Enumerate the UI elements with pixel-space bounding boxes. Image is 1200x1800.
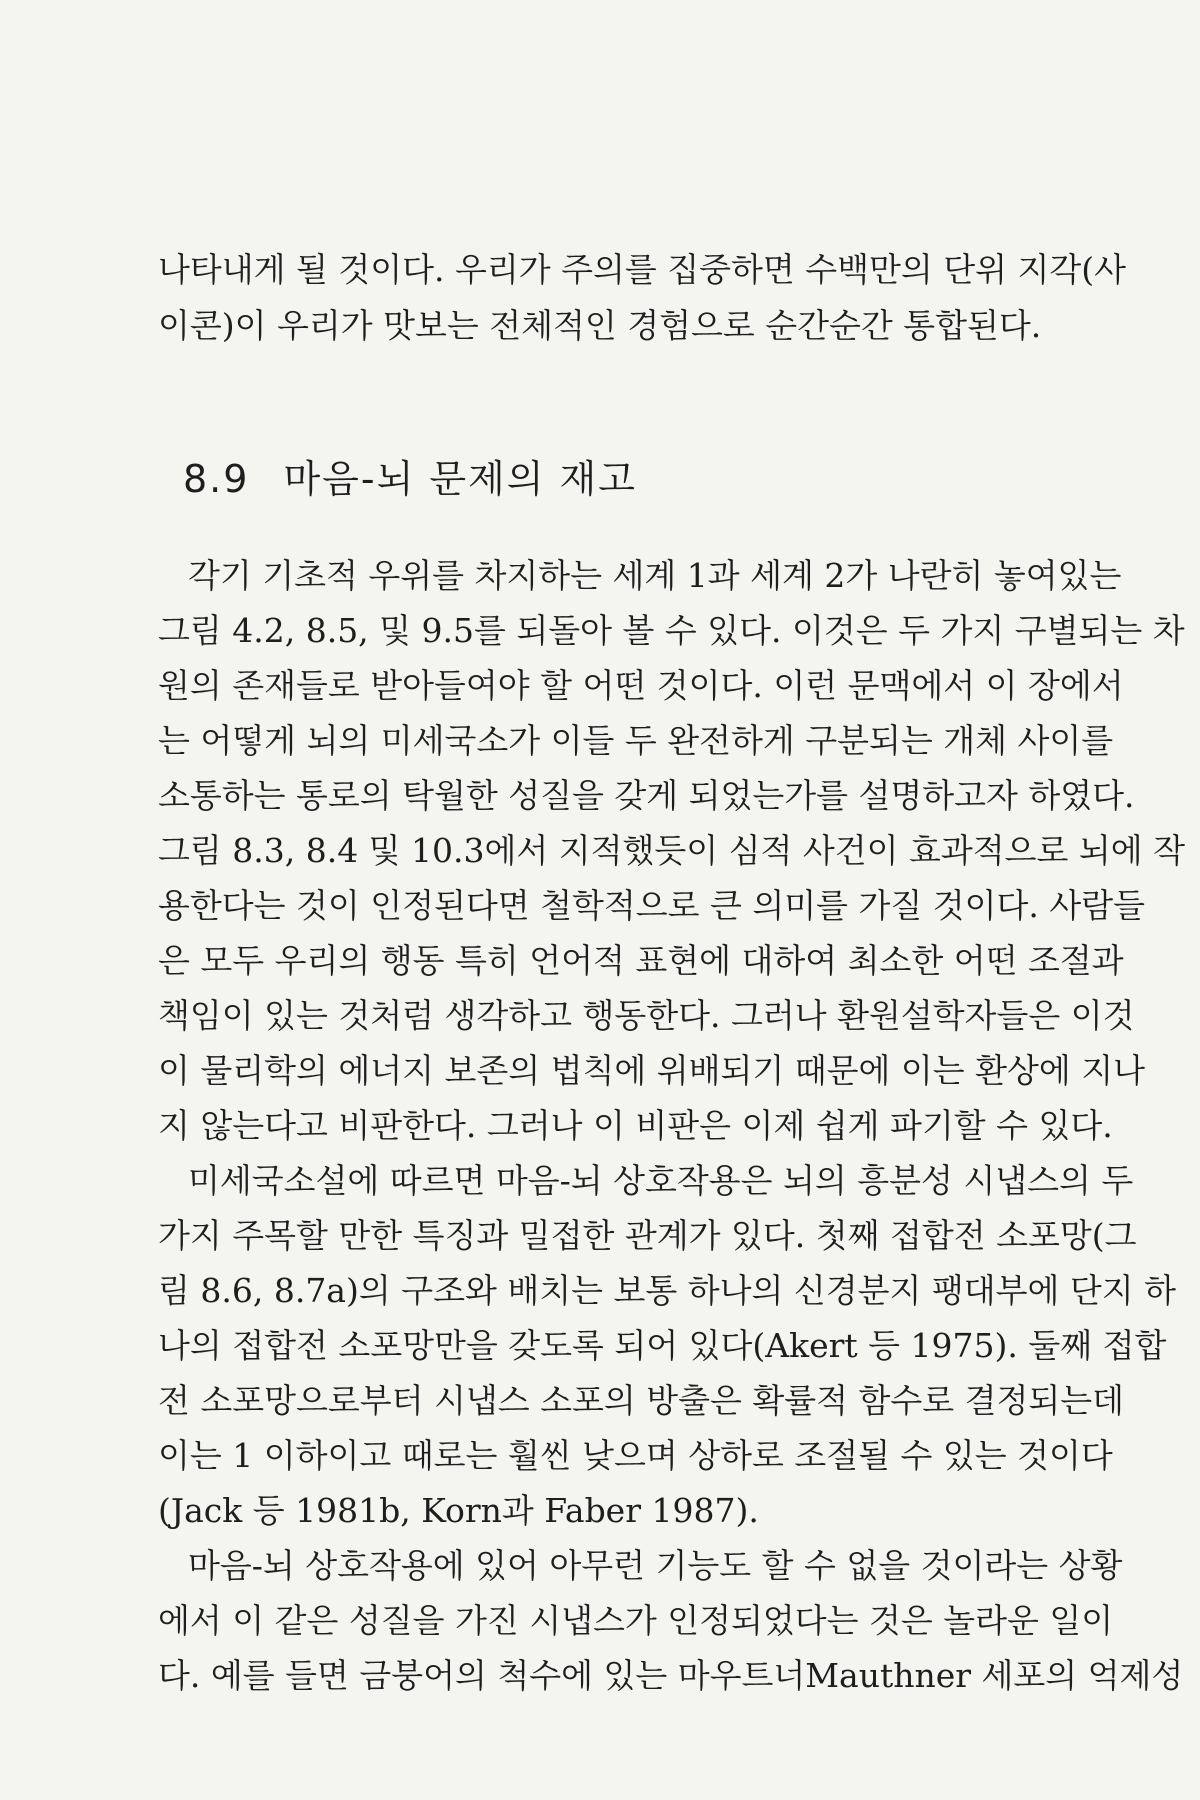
text-line: 원의 존재들로 받아들여야 할 어떤 것이다. 이런 문맥에서 이 장에서	[158, 666, 1124, 705]
section-number: 8.9	[183, 457, 250, 501]
text-line: 지 않는다고 비판한다. 그러나 이 비판은 이제 쉽게 파기할 수 있다.	[158, 1106, 1113, 1145]
text-line: 그림 4.2, 8.5, 및 9.5를 되돌아 볼 수 있다. 이것은 두 가지 구별되는 차	[158, 611, 1185, 650]
text-line: 용한다는 것이 인정된다면 철학적으로 큰 의미를 가질 것이다. 사람들	[158, 886, 1145, 925]
text-line: 소통하는 통로의 탁월한 성질을 갖게 되었는가를 설명하고자 하였다.	[158, 776, 1135, 815]
section-heading	[183, 455, 637, 503]
text-line: 이콘)이 우리가 맛보는 전체적인 경험으로 순간순간 통합된다.	[158, 306, 1042, 345]
text-line: (Jack 등 1981b, Korn과 Faber 1987).	[158, 1491, 759, 1530]
text-line: 나의 접합전 소포망만을 갖도록 되어 있다(Akert 등 1975). 둘째 접합	[158, 1326, 1167, 1365]
text-line: 림 8.6, 8.7a)의 구조와 배치는 보통 하나의 신경분지 팽대부에 단지 하	[158, 1271, 1176, 1310]
text-line: 가지 주목할 만한 특징과 밀접한 관계가 있다. 첫째 접합전 소포망(그	[158, 1216, 1137, 1255]
text-line: 마음-뇌 상호작용에 있어 아무런 기능도 할 수 없을 것이라는 상황	[188, 1546, 1123, 1585]
text-line: 그림 8.3, 8.4 및 10.3에서 지적했듯이 심적 사건이 효과적으로 뇌에 작	[158, 831, 1186, 870]
section-title: 마음-뇌 문제의 재고	[283, 457, 637, 501]
text-line: 이는 1 이하이고 때로는 훨씬 낮으며 상하로 조절될 수 있는 것이다	[158, 1436, 1113, 1475]
text-line: 미세국소설에 따르면 마음-뇌 상호작용은 뇌의 흥분성 시냅스의 두	[188, 1161, 1134, 1200]
text-line: 책임이 있는 것처럼 생각하고 행동한다. 그러나 환원설학자들은 이것	[158, 996, 1135, 1035]
text-line: 전 소포망으로부터 시냅스 소포의 방출은 확률적 함수로 결정되는데	[158, 1381, 1125, 1420]
text-line: 다. 예를 들면 금붕어의 척수에 있는 마우트너Mauthner 세포의 억제성	[158, 1656, 1184, 1695]
text-line: 에서 이 같은 성질을 가진 시냅스가 인정되었다는 것은 놀라운 일이	[158, 1601, 1114, 1640]
text-line: 은 모두 우리의 행동 특히 언어적 표현에 대하여 최소한 어떤 조절과	[158, 941, 1124, 980]
text-line: 나타내게 될 것이다. 우리가 주의를 집중하면 수백만의 단위 지각(사	[158, 250, 1126, 289]
text-line: 각기 기초적 우위를 차지하는 세계 1과 세계 2가 나란히 놓여있는	[188, 556, 1122, 595]
text-line: 이 물리학의 에너지 보존의 법칙에 위배되기 때문에 이는 환상에 지나	[158, 1051, 1145, 1090]
text-line: 는 어떻게 뇌의 미세국소가 이들 두 완전하게 구분되는 개체 사이를	[158, 721, 1114, 760]
